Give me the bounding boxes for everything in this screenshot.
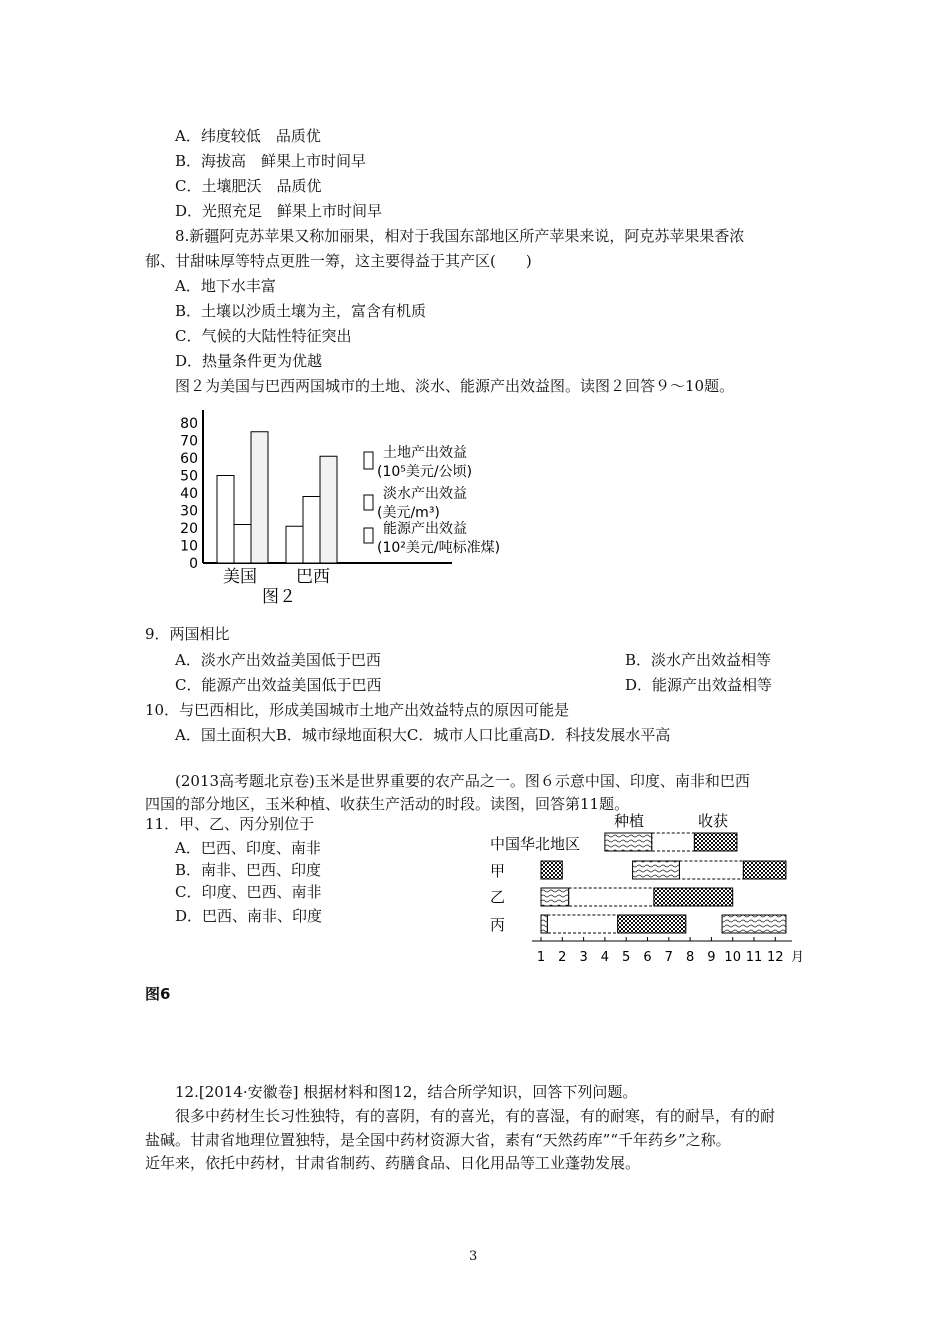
fig2-y-tick-label: 30 — [180, 503, 198, 520]
fig2-bar-water-usa — [234, 525, 251, 564]
fig6-x-tick-label: 12 — [767, 950, 784, 965]
fig6-x-tick-label: 7 — [664, 950, 673, 965]
fig6-x-tick-label: 2 — [558, 950, 567, 965]
fig6-x-tick-label: 8 — [685, 950, 695, 965]
fig6-segment-plant — [633, 861, 680, 879]
fig2-title: 图２ — [262, 587, 296, 607]
fig6-segment-harvest — [743, 861, 786, 879]
q12-material-line2: 盐碱。甘肃省地理位置独特，是全国中药材资源大省，素有“天然药库”“千年药乡”之称。 — [145, 1131, 731, 1149]
fig2-legend-energy: 能源产出效益 — [383, 521, 467, 537]
q8-option-b: B．土壤以沙质土壤为主，富含有机质 — [175, 302, 427, 320]
fig6-row-label-bing: 丙 — [490, 916, 506, 934]
q7-option-a: A．纬度较低 品质优 — [175, 127, 321, 145]
fig2-y-tick-label: 70 — [180, 433, 198, 450]
q7-option-c: C．土壤肥沃 品质优 — [175, 177, 322, 195]
q9-option-c: C．能源产出效益美国低于巴西 — [175, 676, 382, 694]
q11-stem: 11．甲、乙、丙分别位于 — [145, 815, 315, 833]
q12-material-line1: 很多中药材生长习性独特，有的喜阴，有的喜光，有的喜湿，有的耐寒，有的耐旱，有的耐 — [175, 1107, 776, 1125]
q7-option-d: D．光照充足 鲜果上市时间早 — [175, 202, 383, 220]
fig2-legend-land-unit: (10⁵美元/公顷) — [377, 464, 473, 480]
fig6-segment-plant — [722, 915, 786, 933]
q9-option-b: B．淡水产出效益相等 — [625, 651, 772, 669]
fig2-legend-energy-unit: (10²美元/吨标准煤) — [377, 540, 501, 556]
fig6-segment-harvest — [541, 861, 562, 879]
fig2-bar-energy-brazil — [320, 456, 337, 563]
q11-option-d: D．巴西、南非、印度 — [175, 907, 323, 925]
fig6-x-unit: 月 — [791, 950, 805, 965]
fig6-x-tick-label: 9 — [707, 950, 716, 965]
fig6-segment-gap — [569, 888, 654, 906]
fig2-legend-box-energy — [364, 528, 373, 543]
figure-2-bar-chart — [170, 405, 530, 610]
fig2-y-tick-label: 60 — [180, 451, 198, 467]
fig6-row-label-china: 中国华北地区 — [490, 835, 581, 853]
q10-stem: 10．与巴西相比，形成美国城市土地产出效益特点的原因可能是 — [145, 701, 570, 719]
q9-option-a: A．淡水产出效益美国低于巴西 — [175, 651, 381, 669]
fig2-y-tick-label: 80 — [180, 416, 198, 432]
q11-option-c: C．印度、巴西、南非 — [175, 883, 322, 901]
fig6-segment-gap — [679, 861, 743, 879]
fig2-legend-box-water — [364, 495, 373, 510]
q11-intro-line2: 四国的部分地区，玉米种植、收获生产活动的时段。读图，回答第11题。 — [145, 795, 630, 813]
fig6-x-tick-label: 3 — [579, 950, 588, 965]
fig2-category-label-usa: 美国 — [223, 567, 257, 587]
fig6-segment-gap — [547, 915, 617, 933]
q12-material-line3: 近年来，依托中药材，甘肃省制药、药膳食品、日化用品等工业蓬勃发展。 — [145, 1154, 641, 1172]
fig2-y-tick-label: 10 — [180, 538, 198, 555]
q8-stem-line1: 8.新疆阿克苏苹果又称加丽果，相对于我国东部地区所产苹果来说，阿克苏苹果果香浓 — [175, 227, 745, 245]
fig6-row-label-yi: 乙 — [490, 888, 506, 906]
q8-option-d: D．热量条件更为优越 — [175, 352, 323, 370]
fig2-legend-land: 土地产出效益 — [383, 445, 467, 461]
fig6-segment-gap — [652, 833, 695, 851]
fig6-legend-harvest: 收获 — [698, 812, 729, 830]
q11-intro-line1: (2013高考题北京卷)玉米是世界重要的农产品之一。图６示意中国、印度、南非和巴西 — [175, 772, 750, 790]
figure-6-corn-calendar — [485, 808, 815, 968]
fig6-x-tick-label: 4 — [600, 950, 610, 965]
page-number: 3 — [469, 1249, 478, 1264]
fig2-y-tick-label: 20 — [180, 521, 198, 537]
q7-option-b: B．海拔高 鲜果上市时间早 — [175, 152, 367, 170]
q9-option-d: D．能源产出效益相等 — [625, 676, 773, 694]
fig2-bar-land-brazil — [286, 526, 303, 563]
fig2-legend-water-unit: (美元/m³) — [377, 505, 440, 521]
q12-stem: 12.[2014·安徽卷] 根据材料和图12，结合所学知识，回答下列问题。 — [175, 1083, 638, 1101]
fig6-x-tick-label: 11 — [745, 950, 763, 965]
fig6-segment-plant — [541, 915, 547, 933]
fig2-y-tick-label: 0 — [189, 556, 198, 572]
fig2-legend-box-land — [364, 452, 373, 469]
q10-options: A．国土面积大B．城市绿地面积大C．城市人口比重高D．科技发展水平高 — [175, 726, 671, 744]
q11-option-b: B．南非、巴西、印度 — [175, 861, 322, 879]
q11-option-a: A．巴西、印度、南非 — [175, 839, 321, 857]
fig6-segment-plant — [605, 833, 652, 851]
fig6-caption: 图6 — [145, 985, 171, 1003]
fig6-x-tick-label: 10 — [724, 950, 741, 965]
q8-stem-line2: 郁、甘甜味厚等特点更胜一筹，这主要得益于其产区( ) — [145, 252, 532, 270]
q8-option-a: A．地下水丰富 — [175, 277, 276, 295]
fig6-x-tick-label: 5 — [622, 950, 631, 965]
fig6-row-label-jia: 甲 — [490, 862, 506, 880]
fig2-category-label-brazil: 巴西 — [296, 567, 330, 587]
fig6-segment-harvest — [694, 833, 737, 851]
fig6-segment-plant — [541, 888, 569, 906]
q8-option-c: C．气候的大陆性特征突出 — [175, 327, 352, 345]
fig6-x-tick-label: 1 — [536, 950, 546, 965]
fig6-segment-harvest — [618, 915, 686, 933]
fig2-y-tick-label: 50 — [180, 468, 198, 485]
fig2-y-tick-label: 40 — [180, 486, 198, 502]
fig2-intro: 图２为美国与巴西两国城市的土地、淡水、能源产出效益图。读图２回答９～10题。 — [175, 377, 735, 395]
fig2-bar-energy-usa — [251, 432, 268, 563]
fig6-legend-plant: 种植 — [614, 812, 645, 830]
q9-stem: 9．两国相比 — [145, 625, 230, 643]
fig6-x-tick-label: 6 — [643, 950, 652, 965]
fig2-legend-water: 淡水产出效益 — [383, 486, 467, 502]
fig2-bar-land-usa — [217, 476, 234, 564]
fig2-bar-water-brazil — [303, 497, 320, 564]
fig6-segment-harvest — [654, 888, 733, 906]
